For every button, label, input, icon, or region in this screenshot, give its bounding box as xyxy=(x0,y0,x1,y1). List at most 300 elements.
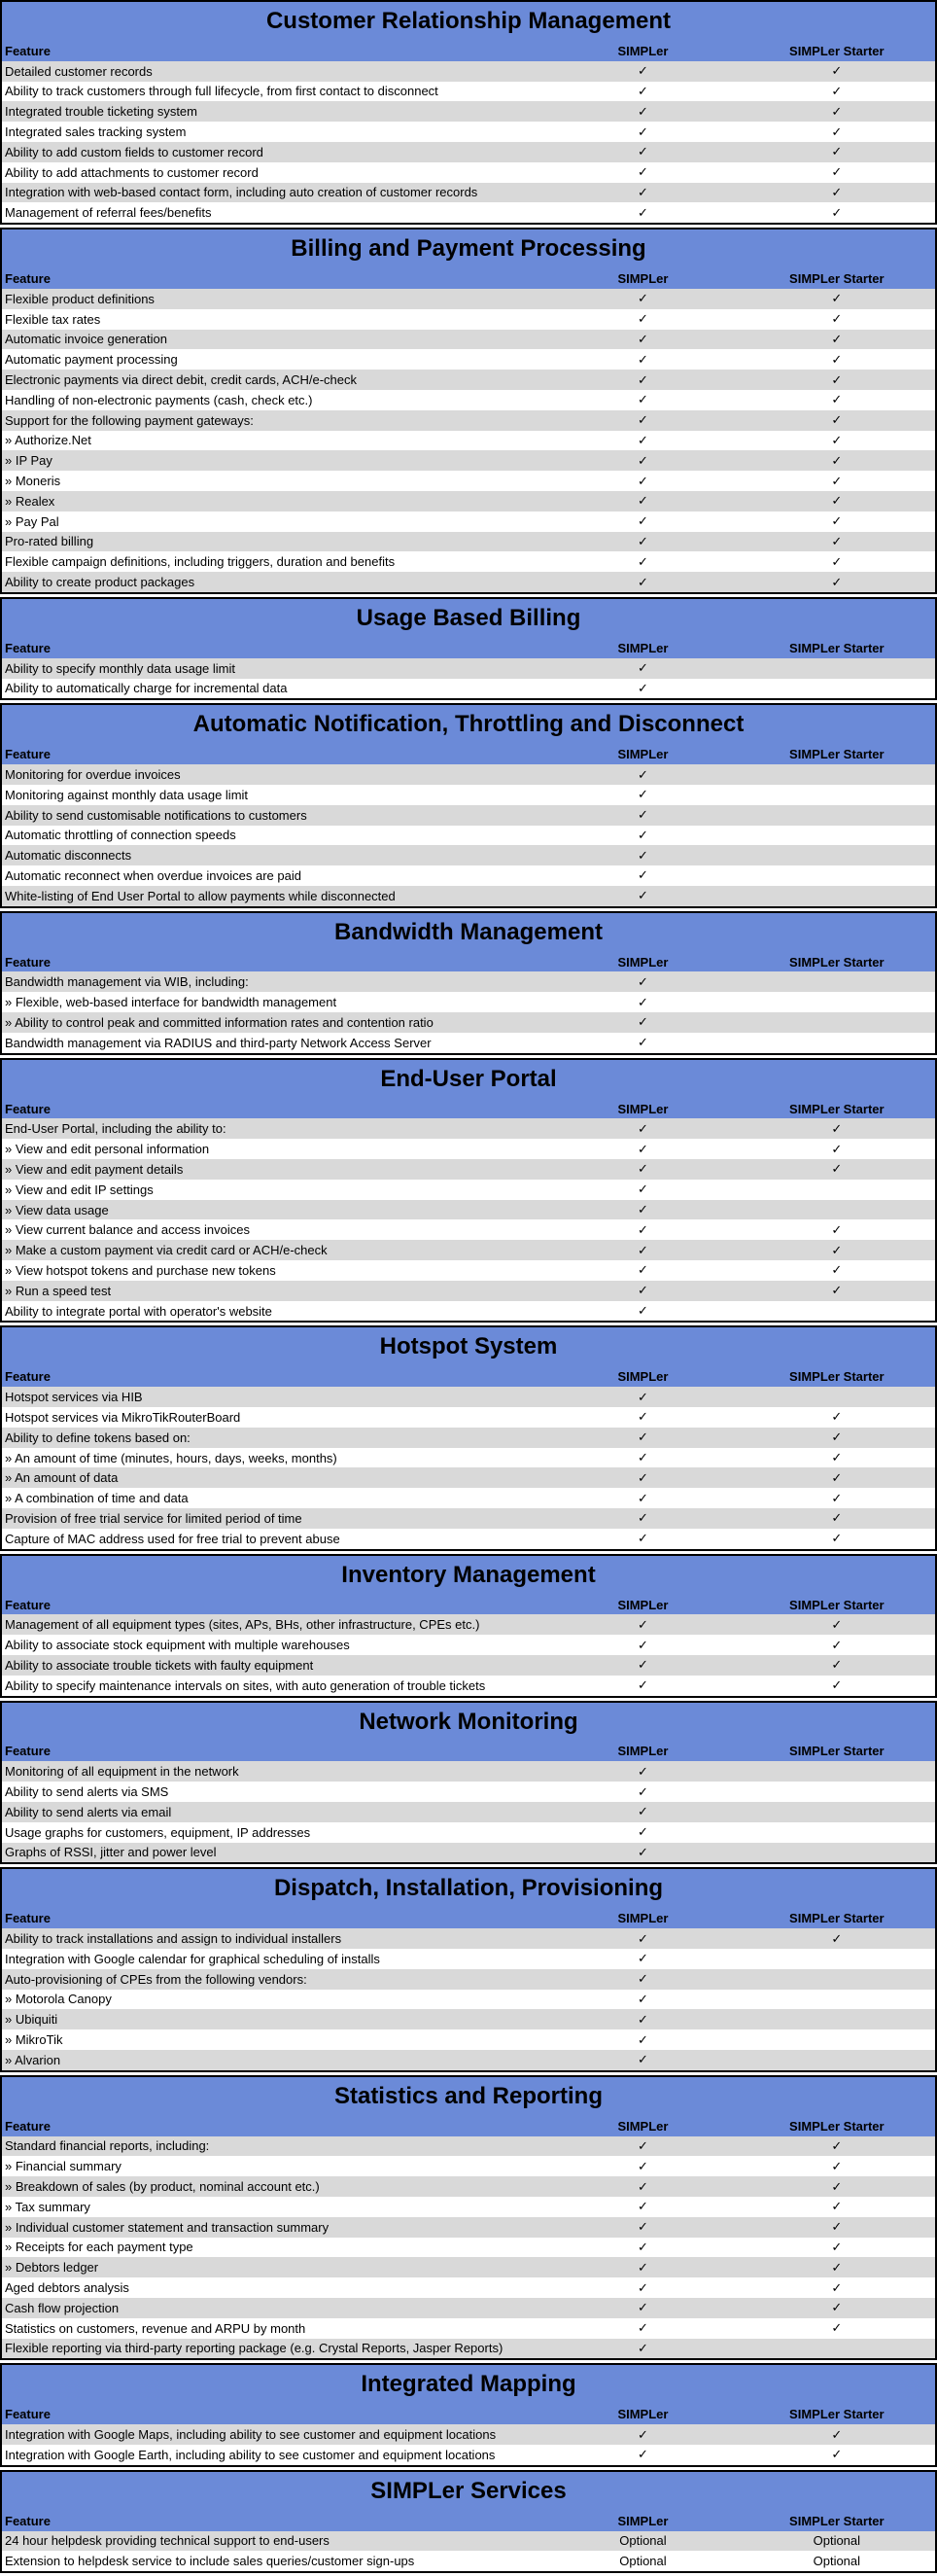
simpler-cell: ✓ xyxy=(637,291,648,306)
table-row xyxy=(2,2445,935,2465)
column-header-row xyxy=(2,2404,935,2424)
simpler-cell: ✓ xyxy=(637,1763,648,1779)
table-row xyxy=(2,2136,935,2157)
column-header-simpler: SIMPLer xyxy=(617,2513,669,2528)
simpler-cell: ✓ xyxy=(637,807,648,823)
simpler-starter-cell: ✓ xyxy=(831,63,843,79)
column-header-simpler: SIMPLer xyxy=(617,43,669,58)
simpler-cell: ✓ xyxy=(637,1141,648,1156)
simpler-starter-cell: ✓ xyxy=(831,1616,843,1632)
feature-cell: » Run a speed test xyxy=(5,1283,112,1298)
table-row xyxy=(2,491,935,512)
simpler-cell: ✓ xyxy=(637,787,648,802)
simpler-starter-cell: ✓ xyxy=(831,473,843,488)
simpler-starter-cell: ✓ xyxy=(831,1637,843,1652)
simpler-cell: ✓ xyxy=(637,1783,648,1799)
feature-cell: Ability to send alerts via email xyxy=(5,1804,172,1819)
feature-cell: » Realex xyxy=(5,493,55,509)
simpler-cell: ✓ xyxy=(637,660,648,676)
simpler-cell: ✓ xyxy=(637,1303,648,1319)
simpler-cell: ✓ xyxy=(637,1409,648,1425)
table-row xyxy=(2,1614,935,1635)
table-row xyxy=(2,1428,935,1448)
table-row xyxy=(2,2277,935,2298)
feature-cell: » Breakdown of sales (by product, nominal account etc.) xyxy=(5,2179,320,2195)
simpler-cell: ✓ xyxy=(637,1677,648,1693)
feature-cell: Integration with web-based contact form, including auto creation of customer records xyxy=(5,185,478,200)
column-header-row xyxy=(2,2511,935,2531)
simpler-starter-cell: ✓ xyxy=(831,2178,843,2194)
simpler-cell: ✓ xyxy=(637,2137,648,2153)
column-header-feature: Feature xyxy=(5,747,51,762)
table-row xyxy=(2,82,935,102)
table-row xyxy=(2,61,935,82)
simpler-cell: ✓ xyxy=(637,867,648,883)
simpler-cell: ✓ xyxy=(637,452,648,468)
simpler-cell: ✓ xyxy=(637,1657,648,1673)
column-header-row xyxy=(2,2116,935,2136)
table-row xyxy=(2,1139,935,1159)
simpler-starter-cell: ✓ xyxy=(831,103,843,119)
table-row xyxy=(2,183,935,203)
feature-cell: » Flexible, web-based interface for bandwidth management xyxy=(5,995,337,1010)
column-header-simpler: SIMPLer xyxy=(617,747,669,762)
table-row xyxy=(2,1488,935,1508)
feature-cell: » Pay Pal xyxy=(5,513,59,529)
feature-cell: Ability to specify monthly data usage limit xyxy=(5,660,235,676)
simpler-cell: ✓ xyxy=(637,1991,648,2006)
feature-cell: » Financial summary xyxy=(5,2159,121,2174)
feature-cell: Ability to track customers through full lifecycle, from first contact to disconnect xyxy=(5,84,438,99)
table-row xyxy=(2,2551,935,2571)
table-row xyxy=(2,1118,935,1139)
feature-cell: Management of all equipment types (sites, APs, BHs, other infrastructure, CPEs etc.) xyxy=(5,1617,480,1633)
simpler-cell: Optional xyxy=(619,2533,667,2549)
feature-cell: » View and edit personal information xyxy=(5,1142,210,1157)
table-row xyxy=(2,431,935,451)
table-row xyxy=(2,2339,935,2359)
simpler-starter-cell: ✓ xyxy=(831,2199,843,2214)
simpler-starter-cell: ✓ xyxy=(831,164,843,180)
feature-cell: Pro-rated billing xyxy=(5,534,94,549)
section-title: Statistics and Reporting xyxy=(2,2077,935,2116)
simpler-starter-cell: ✓ xyxy=(831,2300,843,2315)
simpler-cell: ✓ xyxy=(637,1035,648,1050)
simpler-starter-cell: ✓ xyxy=(831,1677,843,1693)
feature-cell: » View current balance and access invoices xyxy=(5,1222,250,1238)
feature-cell: Detailed customer records xyxy=(5,63,153,79)
simpler-cell: ✓ xyxy=(637,994,648,1009)
table-row xyxy=(2,2029,935,2050)
simpler-starter-cell: ✓ xyxy=(831,1141,843,1156)
simpler-starter-cell: ✓ xyxy=(831,1657,843,1673)
simpler-cell: ✓ xyxy=(637,2279,648,2295)
feature-cell: White-listing of End User Portal to allow payments while disconnected xyxy=(5,888,396,903)
column-header-feature: Feature xyxy=(5,2407,51,2422)
column-header-row xyxy=(2,1908,935,1928)
table-row xyxy=(2,2318,935,2339)
table-row xyxy=(2,162,935,183)
feature-cell: End-User Portal, including the ability to: xyxy=(5,1121,226,1137)
simpler-cell: ✓ xyxy=(637,1930,648,1946)
feature-cell: Monitoring against monthly data usage limit xyxy=(5,787,249,802)
simpler-cell: ✓ xyxy=(637,1616,648,1632)
simpler-starter-cell: ✓ xyxy=(831,291,843,306)
feature-cell: » An amount of time (minutes, hours, days, weeks, months) xyxy=(5,1450,337,1465)
simpler-cell: ✓ xyxy=(637,1202,648,1217)
simpler-cell: ✓ xyxy=(637,1450,648,1465)
column-header-feature: Feature xyxy=(5,1911,51,1926)
simpler-cell: ✓ xyxy=(637,392,648,407)
table-row xyxy=(2,658,935,679)
feature-cell: » Moneris xyxy=(5,474,61,489)
table-row xyxy=(2,764,935,785)
column-header-feature: Feature xyxy=(5,271,51,287)
simpler-cell: ✓ xyxy=(637,204,648,220)
feature-rows xyxy=(2,1387,935,1548)
column-header-row xyxy=(2,638,935,658)
table-row xyxy=(2,1033,935,1053)
simpler-cell: ✓ xyxy=(637,351,648,367)
table-row xyxy=(2,2424,935,2445)
feature-cell: Auto-provisioning of CPEs from the following vendors: xyxy=(5,1971,307,1987)
table-row xyxy=(2,826,935,846)
column-header-simpler: SIMPLer xyxy=(617,1597,669,1612)
feature-cell: Provision of free trial service for limited period of time xyxy=(5,1510,302,1526)
feature-rows xyxy=(2,2136,935,2359)
table-row xyxy=(2,330,935,350)
feature-cell: Monitoring for overdue invoices xyxy=(5,767,181,782)
feature-cell: Integrated trouble ticketing system xyxy=(5,104,197,120)
table-row xyxy=(2,1990,935,2010)
feature-cell: Statistics on customers, revenue and ARPU by month xyxy=(5,2320,306,2336)
feature-cell: Ability to integrate portal with operator's website xyxy=(5,1303,272,1319)
simpler-cell: ✓ xyxy=(637,1971,648,1987)
simpler-cell: ✓ xyxy=(637,1490,648,1505)
simpler-cell: ✓ xyxy=(637,2199,648,2214)
column-header-feature: Feature xyxy=(5,640,51,655)
table-row xyxy=(2,2257,935,2277)
table-row xyxy=(2,2156,935,2176)
column-header-feature: Feature xyxy=(5,2118,51,2134)
simpler-cell: ✓ xyxy=(637,1014,648,1030)
simpler-cell: ✓ xyxy=(637,124,648,139)
column-header-feature: Feature xyxy=(5,1369,51,1385)
feature-cell: Automatic invoice generation xyxy=(5,332,167,347)
simpler-cell: ✓ xyxy=(637,1531,648,1546)
simpler-starter-cell: ✓ xyxy=(831,204,843,220)
simpler-cell: ✓ xyxy=(637,1262,648,1278)
simpler-cell: ✓ xyxy=(637,2447,648,2462)
feature-cell: Automatic payment processing xyxy=(5,352,178,368)
feature-rows xyxy=(2,61,935,223)
table-row xyxy=(2,1159,935,1180)
feature-cell: Management of referral fees/benefits xyxy=(5,205,212,221)
table-row xyxy=(2,1676,935,1696)
simpler-cell: ✓ xyxy=(637,2320,648,2336)
table-row xyxy=(2,971,935,992)
simpler-starter-cell: ✓ xyxy=(831,2447,843,2462)
simpler-cell: ✓ xyxy=(637,1510,648,1526)
table-row xyxy=(2,1761,935,1782)
feature-cell: » Alvarion xyxy=(5,2052,61,2067)
feature-section xyxy=(0,1058,937,1323)
column-header-simpler-starter: SIMPLer Starter xyxy=(789,640,885,655)
table-row xyxy=(2,1467,935,1488)
simpler-cell: ✓ xyxy=(637,2340,648,2355)
column-header-simpler: SIMPLer xyxy=(617,2407,669,2422)
feature-rows xyxy=(2,658,935,699)
simpler-cell: ✓ xyxy=(637,1161,648,1177)
column-header-simpler-starter: SIMPLer Starter xyxy=(789,1101,885,1116)
table-row xyxy=(2,1448,935,1468)
feature-cell: Flexible product definitions xyxy=(5,291,155,306)
table-row xyxy=(2,1407,935,1428)
table-row xyxy=(2,1822,935,1843)
table-row xyxy=(2,1508,935,1529)
simpler-starter-cell: ✓ xyxy=(831,2259,843,2275)
feature-cell: Support for the following payment gateways: xyxy=(5,412,254,428)
simpler-cell: ✓ xyxy=(637,1389,648,1404)
simpler-starter-cell: ✓ xyxy=(831,513,843,529)
simpler-starter-cell: ✓ xyxy=(831,553,843,569)
section-title: Automatic Notification, Throttling and Disconnect xyxy=(2,705,935,744)
feature-cell: Ability to create product packages xyxy=(5,575,195,590)
feature-rows xyxy=(2,971,935,1052)
simpler-cell: ✓ xyxy=(637,1221,648,1237)
table-row xyxy=(2,471,935,491)
column-header-feature: Feature xyxy=(5,954,51,970)
column-header-row xyxy=(2,268,935,289)
simpler-cell: ✓ xyxy=(637,827,648,842)
simpler-starter-cell: ✓ xyxy=(831,493,843,509)
feature-section xyxy=(0,1554,937,1698)
feature-cell: » An amount of data xyxy=(5,1470,119,1486)
simpler-cell: ✓ xyxy=(637,1824,648,1840)
table-row xyxy=(2,1529,935,1549)
feature-cell: » Authorize.Net xyxy=(5,433,91,448)
feature-cell: » Tax summary xyxy=(5,2199,90,2214)
column-header-simpler-starter: SIMPLer Starter xyxy=(789,1369,885,1385)
feature-section xyxy=(0,1867,937,2071)
column-header-row xyxy=(2,1595,935,1615)
feature-section xyxy=(0,1325,937,1550)
simpler-cell: ✓ xyxy=(637,311,648,327)
section-title: Integrated Mapping xyxy=(2,2365,935,2404)
feature-cell: » View hotspot tokens and purchase new tokens xyxy=(5,1262,276,1278)
table-row xyxy=(2,2176,935,2197)
simpler-cell: ✓ xyxy=(637,1429,648,1445)
column-header-simpler: SIMPLer xyxy=(617,1911,669,1926)
feature-cell: » IP Pay xyxy=(5,453,52,469)
feature-cell: Ability to associate trouble tickets with faulty equipment xyxy=(5,1657,314,1673)
simpler-starter-cell: ✓ xyxy=(831,2137,843,2153)
column-header-row xyxy=(2,1742,935,1762)
simpler-cell: ✓ xyxy=(637,63,648,79)
column-header-simpler-starter: SIMPLer Starter xyxy=(789,43,885,58)
feature-cell: Cash flow projection xyxy=(5,2300,120,2315)
table-row xyxy=(2,805,935,826)
simpler-cell: ✓ xyxy=(637,2011,648,2027)
table-row xyxy=(2,1301,935,1322)
feature-cell: Integration with Google Earth, including ability to see customer and equipment locations xyxy=(5,2447,496,2462)
table-row xyxy=(2,512,935,532)
feature-cell: Electronic payments via direct debit, credit cards, ACH/e-check xyxy=(5,372,357,388)
column-header-feature: Feature xyxy=(5,43,51,58)
simpler-starter-cell: ✓ xyxy=(831,83,843,98)
table-row xyxy=(2,1012,935,1033)
feature-cell: » View and edit IP settings xyxy=(5,1182,154,1197)
simpler-starter-cell: ✓ xyxy=(831,1930,843,1946)
simpler-cell: ✓ xyxy=(637,164,648,180)
simpler-starter-cell: ✓ xyxy=(831,1429,843,1445)
feature-cell: Graphs of RSSI, jitter and power level xyxy=(5,1845,217,1860)
simpler-starter-cell: ✓ xyxy=(831,392,843,407)
feature-cell: » Motorola Canopy xyxy=(5,1992,112,2007)
simpler-cell: ✓ xyxy=(637,766,648,782)
simpler-cell: ✓ xyxy=(637,2239,648,2254)
column-header-simpler-starter: SIMPLer Starter xyxy=(789,271,885,287)
simpler-cell: ✓ xyxy=(637,83,648,98)
simpler-cell: ✓ xyxy=(637,553,648,569)
table-row xyxy=(2,1281,935,1301)
feature-cell: Flexible reporting via third-party reporting package (e.g. Crystal Reports, Jasper Reports) xyxy=(5,2341,503,2356)
table-row xyxy=(2,785,935,805)
simpler-cell: ✓ xyxy=(637,331,648,346)
simpler-cell: ✓ xyxy=(637,493,648,509)
feature-section xyxy=(0,597,937,700)
simpler-starter-cell: ✓ xyxy=(831,124,843,139)
simpler-cell: ✓ xyxy=(637,2178,648,2194)
table-row xyxy=(2,1969,935,1990)
table-row xyxy=(2,309,935,330)
table-row xyxy=(2,572,935,592)
feature-cell: Ability to automatically charge for incremental data xyxy=(5,681,288,696)
column-header-simpler: SIMPLer xyxy=(617,2118,669,2134)
table-row xyxy=(2,289,935,309)
feature-cell: » A combination of time and data xyxy=(5,1491,189,1506)
column-header-simpler-starter: SIMPLer Starter xyxy=(789,747,885,762)
column-header-simpler: SIMPLer xyxy=(617,1369,669,1385)
simpler-starter-cell: ✓ xyxy=(831,1510,843,1526)
feature-cell: Integrated sales tracking system xyxy=(5,124,187,140)
column-header-simpler: SIMPLer xyxy=(617,954,669,970)
simpler-cell: ✓ xyxy=(637,1844,648,1859)
table-row xyxy=(2,2050,935,2070)
column-header-feature: Feature xyxy=(5,1744,51,1759)
simpler-cell: ✓ xyxy=(637,1804,648,1819)
table-row xyxy=(2,2009,935,2029)
feature-cell: Automatic reconnect when overdue invoices are paid xyxy=(5,867,301,883)
column-header-feature: Feature xyxy=(5,2513,51,2528)
simpler-starter-cell: Optional xyxy=(813,2533,861,2549)
feature-cell: Ability to specify maintenance intervals on sites, with auto generation of trouble tickets xyxy=(5,1677,486,1693)
feature-cell: » Make a custom payment via credit card or ACH/e-check xyxy=(5,1243,328,1258)
table-row xyxy=(2,101,935,122)
simpler-cell: ✓ xyxy=(637,2300,648,2315)
column-header-simpler: SIMPLer xyxy=(617,271,669,287)
table-row xyxy=(2,390,935,410)
column-header-row xyxy=(2,41,935,61)
column-header-feature: Feature xyxy=(5,1101,51,1116)
table-row xyxy=(2,2531,935,2552)
table-row xyxy=(2,1240,935,1260)
simpler-cell: ✓ xyxy=(637,847,648,863)
column-header-simpler-starter: SIMPLer Starter xyxy=(789,2513,885,2528)
table-row xyxy=(2,865,935,886)
table-row xyxy=(2,2238,935,2258)
simpler-starter-cell: ✓ xyxy=(831,574,843,589)
feature-cell: » Individual customer statement and transaction summary xyxy=(5,2219,330,2235)
simpler-cell: ✓ xyxy=(637,1951,648,1966)
table-row xyxy=(2,1260,935,1281)
simpler-starter-cell: Optional xyxy=(813,2554,861,2569)
simpler-cell: ✓ xyxy=(637,412,648,428)
table-row xyxy=(2,532,935,552)
column-header-simpler-starter: SIMPLer Starter xyxy=(789,1911,885,1926)
column-header-simpler-starter: SIMPLer Starter xyxy=(789,2407,885,2422)
column-header-simpler: SIMPLer xyxy=(617,1101,669,1116)
simpler-cell: ✓ xyxy=(637,184,648,199)
simpler-cell: ✓ xyxy=(637,473,648,488)
feature-cell: Hotspot services via HIB xyxy=(5,1390,143,1405)
simpler-starter-cell: ✓ xyxy=(831,432,843,447)
table-row xyxy=(2,1180,935,1200)
section-title: Network Monitoring xyxy=(2,1703,935,1742)
table-row xyxy=(2,551,935,572)
simpler-cell: ✓ xyxy=(637,2426,648,2442)
feature-section xyxy=(0,0,937,225)
feature-rows xyxy=(2,2424,935,2465)
feature-rows xyxy=(2,1118,935,1321)
simpler-cell: ✓ xyxy=(637,2052,648,2067)
simpler-starter-cell: ✓ xyxy=(831,1120,843,1136)
simpler-starter-cell: ✓ xyxy=(831,2320,843,2336)
table-row xyxy=(2,1219,935,1240)
feature-cell: Bandwidth management via WIB, including: xyxy=(5,974,249,990)
simpler-cell: ✓ xyxy=(637,574,648,589)
feature-cell: Ability to associate stock equipment with multiple warehouses xyxy=(5,1638,350,1653)
section-title: End-User Portal xyxy=(2,1060,935,1099)
feature-cell: Automatic throttling of connection speeds xyxy=(5,828,236,843)
feature-cell: » Ubiquiti xyxy=(5,2012,58,2028)
simpler-cell: ✓ xyxy=(637,2219,648,2235)
feature-section xyxy=(0,703,937,907)
feature-cell: Aged debtors analysis xyxy=(5,2280,129,2296)
simpler-cell: ✓ xyxy=(637,888,648,903)
table-row xyxy=(2,122,935,142)
table-row xyxy=(2,886,935,906)
simpler-starter-cell: ✓ xyxy=(831,412,843,428)
simpler-starter-cell: ✓ xyxy=(831,1221,843,1237)
table-row xyxy=(2,1200,935,1220)
table-row xyxy=(2,2298,935,2318)
table-row xyxy=(2,845,935,865)
feature-cell: » View and edit payment details xyxy=(5,1161,184,1177)
feature-cell: Ability to add attachments to customer record xyxy=(5,164,259,180)
simpler-starter-cell: ✓ xyxy=(831,371,843,387)
simpler-starter-cell: ✓ xyxy=(831,1409,843,1425)
simpler-starter-cell: ✓ xyxy=(831,1450,843,1465)
feature-cell: Flexible campaign definitions, including triggers, duration and benefits xyxy=(5,554,396,570)
simpler-starter-cell: ✓ xyxy=(831,1283,843,1298)
simpler-cell: ✓ xyxy=(637,680,648,695)
simpler-cell: Optional xyxy=(619,2554,667,2569)
simpler-starter-cell: ✓ xyxy=(831,184,843,199)
feature-cell: » Receipts for each payment type xyxy=(5,2240,193,2255)
column-header-simpler: SIMPLer xyxy=(617,640,669,655)
feature-rows xyxy=(2,1928,935,2070)
